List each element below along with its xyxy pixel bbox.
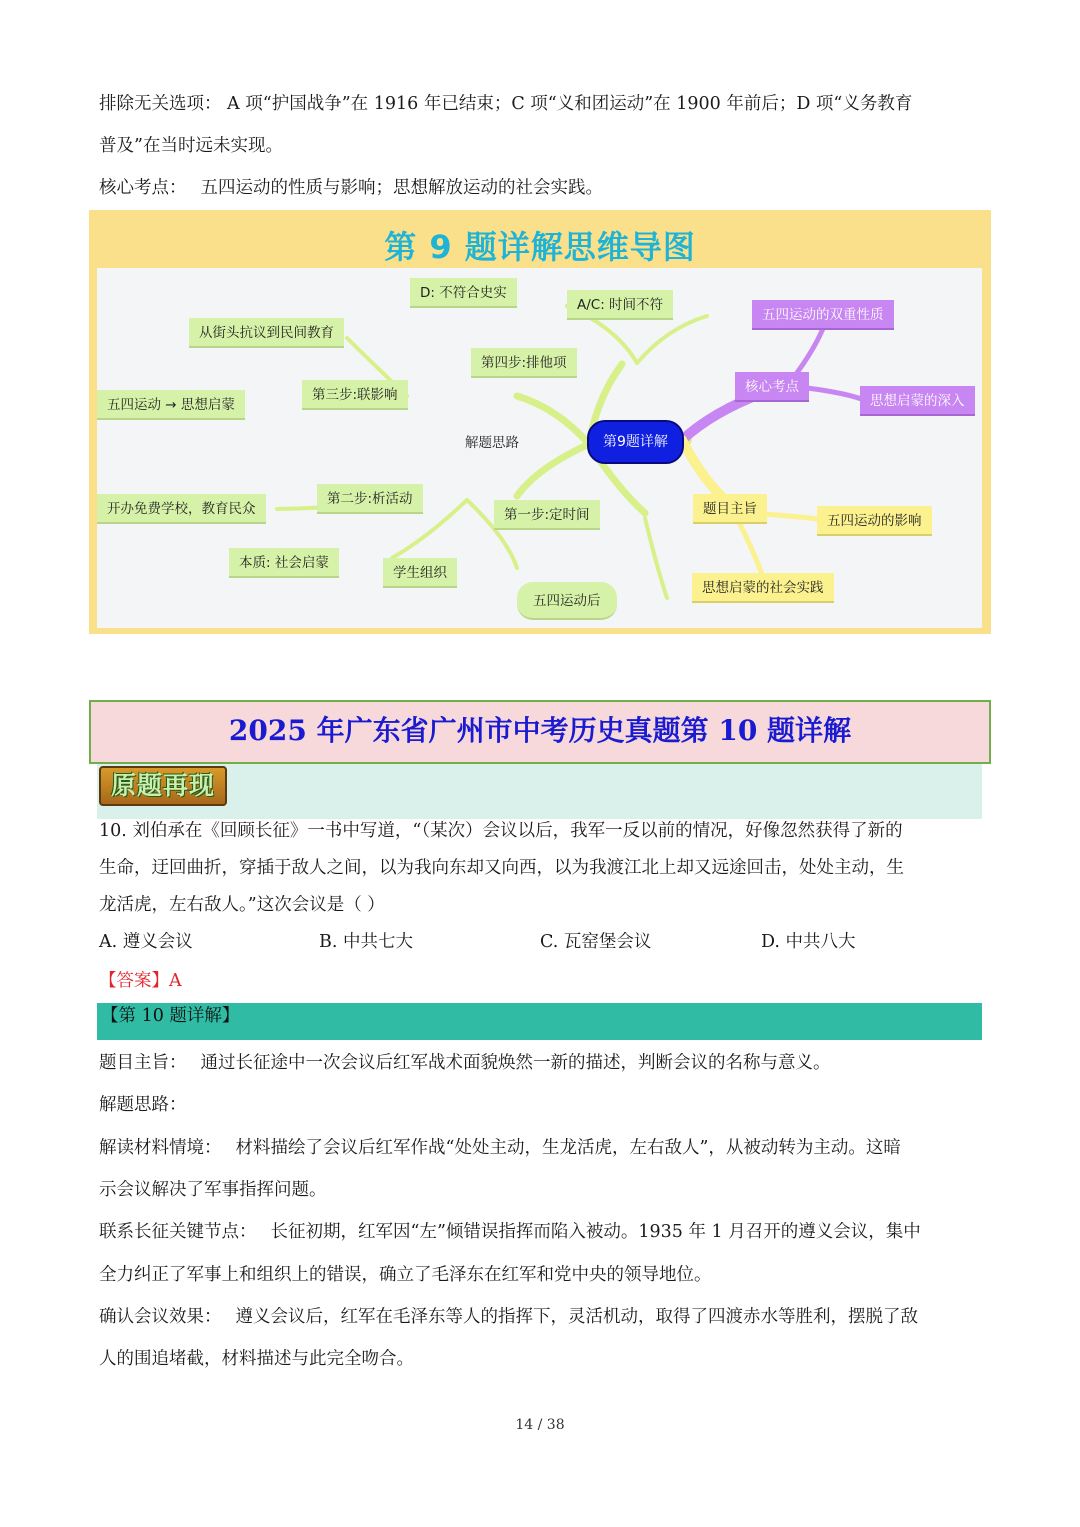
option-b: B. 中共七大 (319, 932, 413, 952)
mindmap-core-node: 核心考点 (735, 372, 809, 402)
mindmap-step1-a-node: 五四运动后 (517, 582, 617, 620)
mindmap-step2-b-node: 本质: 社会启蒙 (229, 548, 339, 578)
mindmap-topic-node: 题目主旨 (693, 494, 767, 524)
topic-line (99, 1051, 984, 1075)
paragraph-line (99, 1136, 984, 1160)
mindmap-core-b-node: 思想启蒙的深入 (860, 386, 975, 416)
core-points-line (99, 176, 984, 200)
approach-label: 解题思路： (99, 1095, 187, 1115)
option-d: D. 中共八大 (761, 932, 856, 952)
answer-line: 【答案】A (99, 971, 182, 991)
topic-label: 题目主旨： (99, 1053, 187, 1073)
paragraph-text: 遵义会议后，红军在毛泽东等人的指挥下，灵活机动，取得了四渡赤水等胜利，摆脱了敌 (235, 1307, 918, 1327)
mindmap-core-a-node: 五四运动的双重性质 (752, 300, 894, 330)
mindmap-center-node: 第9题详解 (587, 420, 684, 464)
mindmap-step2-a-node: 开办免费学校，教育民众 (97, 494, 266, 524)
text-line: 普及”在当时远未实现。 (99, 136, 283, 156)
mindmap-canvas (97, 268, 982, 628)
core-points-text: 五四运动的性质与影响；思想解放运动的社会实践。 (200, 178, 603, 198)
question-line: 生命，迂回曲折，穿插于敌人之间，以为我向东却又向西，以为我渡江北上却又远途回击，处处主动，生 (99, 858, 904, 878)
paragraph-text: 长征初期，红军因“左”倾错误指挥而陷入被动。1935 年 1 月召开的遵义会议，集中 (270, 1222, 921, 1242)
question-line: 龙活虎，左右敌人。”这次会议是（ ） (99, 895, 385, 915)
paragraph-label: 联系长征关键节点： (99, 1222, 257, 1242)
mindmap-topic-b-node: 思想启蒙的社会实践 (692, 573, 834, 603)
option-a: A. 遵义会议 (99, 932, 193, 952)
paragraph-line (99, 1305, 984, 1329)
core-points-label: 核心考点： (99, 178, 187, 198)
mindmap-step4-node: 第四步:排他项 (471, 348, 577, 378)
mindmap-step4-ac-node: A/C: 时间不符 (567, 290, 673, 320)
text-line: 排除无关选项： A 项“护国战争”在 1916 年已结束；C 项“义和团运动”在 1900 年前后；D 项“义务教育 (99, 94, 913, 114)
paragraph-line (99, 1220, 984, 1244)
paragraph-label: 解读材料情境： (99, 1138, 222, 1158)
mindmap-step2-node: 第二步:析活动 (317, 484, 423, 514)
paragraph-line: 示会议解决了军事指挥问题。 (99, 1180, 327, 1200)
detail-header: 【第 10 题详解】 (97, 1003, 982, 1040)
section-title: 2025 年广东省广州市中考历史真题第 10 题详解 (89, 700, 991, 764)
page-number: 14 / 38 (515, 1417, 565, 1433)
paragraph-label: 确认会议效果： (99, 1307, 222, 1327)
mindmap-topic-a-node: 五四运动的影响 (817, 506, 932, 536)
topic-text: 通过长征途中一次会议后红军战术面貌焕然一新的描述，判断会议的名称与意义。 (200, 1053, 831, 1073)
mindmap-step1-node: 第一步:定时间 (494, 500, 600, 530)
mindmap-step3-b-node: 五四运动 → 思想启蒙 (97, 390, 245, 420)
question-line: 10. 刘伯承在《回顾长征》一书中写道，“（某次）会议以后，我军一反以前的情况，好像忽然获得了新的 (99, 821, 903, 841)
mindmap-title: 第 9 题详解思维导图 (384, 228, 696, 266)
mindmap-step2-c-node: 学生组织 (383, 558, 457, 588)
badge-band (97, 764, 982, 819)
mindmap-step3-node: 第三步:联影响 (302, 380, 408, 410)
paragraph-line: 全力纠正了军事上和组织上的错误，确立了毛泽东在红军和党中央的领导地位。 (99, 1265, 712, 1285)
paragraph-line: 人的围追堵截，材料描述与此完全吻合。 (99, 1349, 414, 1369)
original-question-badge: 原题再现 (99, 766, 227, 806)
mindmap-step4-d-node: D: 不符合史实 (410, 278, 517, 308)
mindmap-hub-node: 解题思路 (465, 435, 519, 451)
option-c: C. 瓦窑堡会议 (540, 932, 652, 952)
mindmap-step3-a-node: 从街头抗议到民间教育 (189, 318, 344, 348)
paragraph-text: 材料描绘了会议后红军作战“处处主动，生龙活虎，左右敌人”，从被动转为主动。这暗 (235, 1138, 901, 1158)
